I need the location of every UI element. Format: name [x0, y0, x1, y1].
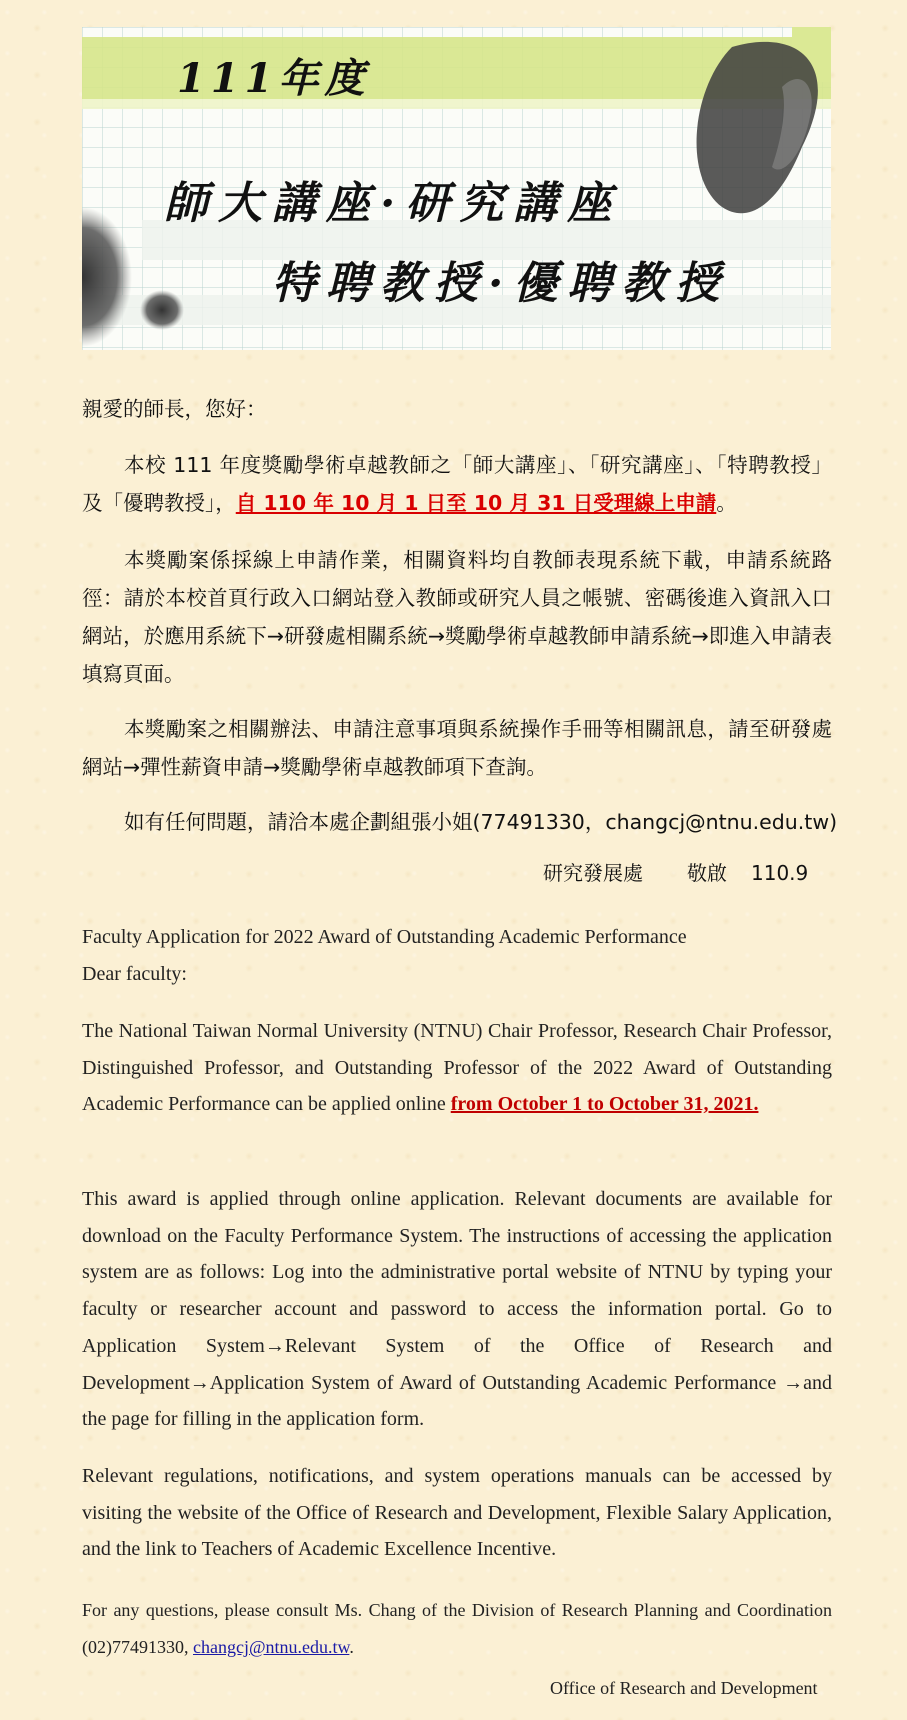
en-application-period: from October 1 to October 31, 2021.: [450, 1093, 759, 1116]
en-signature: Office of Research and Development: [550, 1678, 818, 1698]
en-contact: [82, 1592, 832, 1666]
en-paragraph-3: Relevant regulations, notifications, and system operations manuals can be accessed by visiting the website of the Office of Research and Development, Flexible Salary Application, and the link to Teachers of Academic Excellence Incentive.: [82, 1465, 832, 1561]
en-paragraph-2: This award is applied through online application. Relevant documents are available for download on the Faculty Performance System. The instructions of accessing the application system are as follows: Log into the administrative portal website of NTNU by typing your faculty or researcher account and password to access the information portal. Go to Application System→Relevant System of the Office of Research and Development→Application System of Award of Outstanding Academic Performance →and the page for filling in the application form.: [82, 1188, 832, 1431]
en-greeting: Dear faculty:: [82, 963, 187, 985]
zh-paragraph-1-end: 。: [716, 491, 737, 515]
zh-contact: 如有任何問題，請洽本處企劃組張小姐(77491330，changcj@ntnu.edu.tw): [124, 810, 838, 834]
zh-paragraph-1: [82, 446, 832, 522]
en-contact-end: .: [349, 1637, 354, 1657]
zh-paragraph-2: 本獎勵案係採線上申請作業，相關資料均自教師表現系統下載，申請系統路徑：請於本校首頁行政入口網站登入教師或研究人員之帳號、密碼後進入資訊入口網站，於應用系統下→研發處相關系統→獎勵學術卓越教師申請系統→即進入申請表填寫頁面。: [82, 548, 832, 686]
zh-application-period: 自 110 年 10 月 1 日至 10 月 31 日受理線上申請: [235, 491, 717, 515]
zh-sign-office: 研究發展處: [543, 861, 643, 885]
zh-paragraph-3: 本獎勵案之相關辦法、申請注意事項與系統操作手冊等相關訊息，請至研發處網站→彈性薪資申請→獎勵學術卓越教師項下查詢。: [82, 717, 832, 779]
en-paragraph-1-text: The National Taiwan Normal University (NTNU) Chair Professor, Research Chair Professor, Distinguished Professor, and Outstanding Professor of the 2022 Award of Outstanding Academic Performance can be applied online: [82, 1020, 832, 1116]
zh-signature: [543, 857, 808, 886]
en-paragraph-1: [82, 1013, 832, 1123]
zh-greeting: 親愛的師長，您好：: [82, 397, 267, 421]
banner-year: 111年度: [177, 55, 371, 102]
email-link[interactable]: changcj@ntnu.edu.tw: [193, 1637, 350, 1657]
banner-title-line-2: 特聘教授·優聘教授: [272, 258, 730, 309]
en-contact-text: For any questions, please consult Ms. Chang of the Division of Research Planning and Coordination (02)77491330,: [82, 1600, 832, 1657]
en-title: Faculty Application for 2022 Award of Outstanding Academic Performance: [82, 926, 687, 948]
zh-sign-date: 110.9: [751, 861, 809, 885]
award-banner: [82, 27, 831, 350]
zh-sign-respect: 敬啟: [687, 861, 727, 885]
zh-paragraph-1-text: 本校 111 年度獎勵學術卓越教師之「師大講座」、「研究講座」、「特聘教授」及「優聘教授」，: [82, 453, 832, 515]
banner-title-line-1: 師大講座·研究講座: [164, 178, 622, 229]
